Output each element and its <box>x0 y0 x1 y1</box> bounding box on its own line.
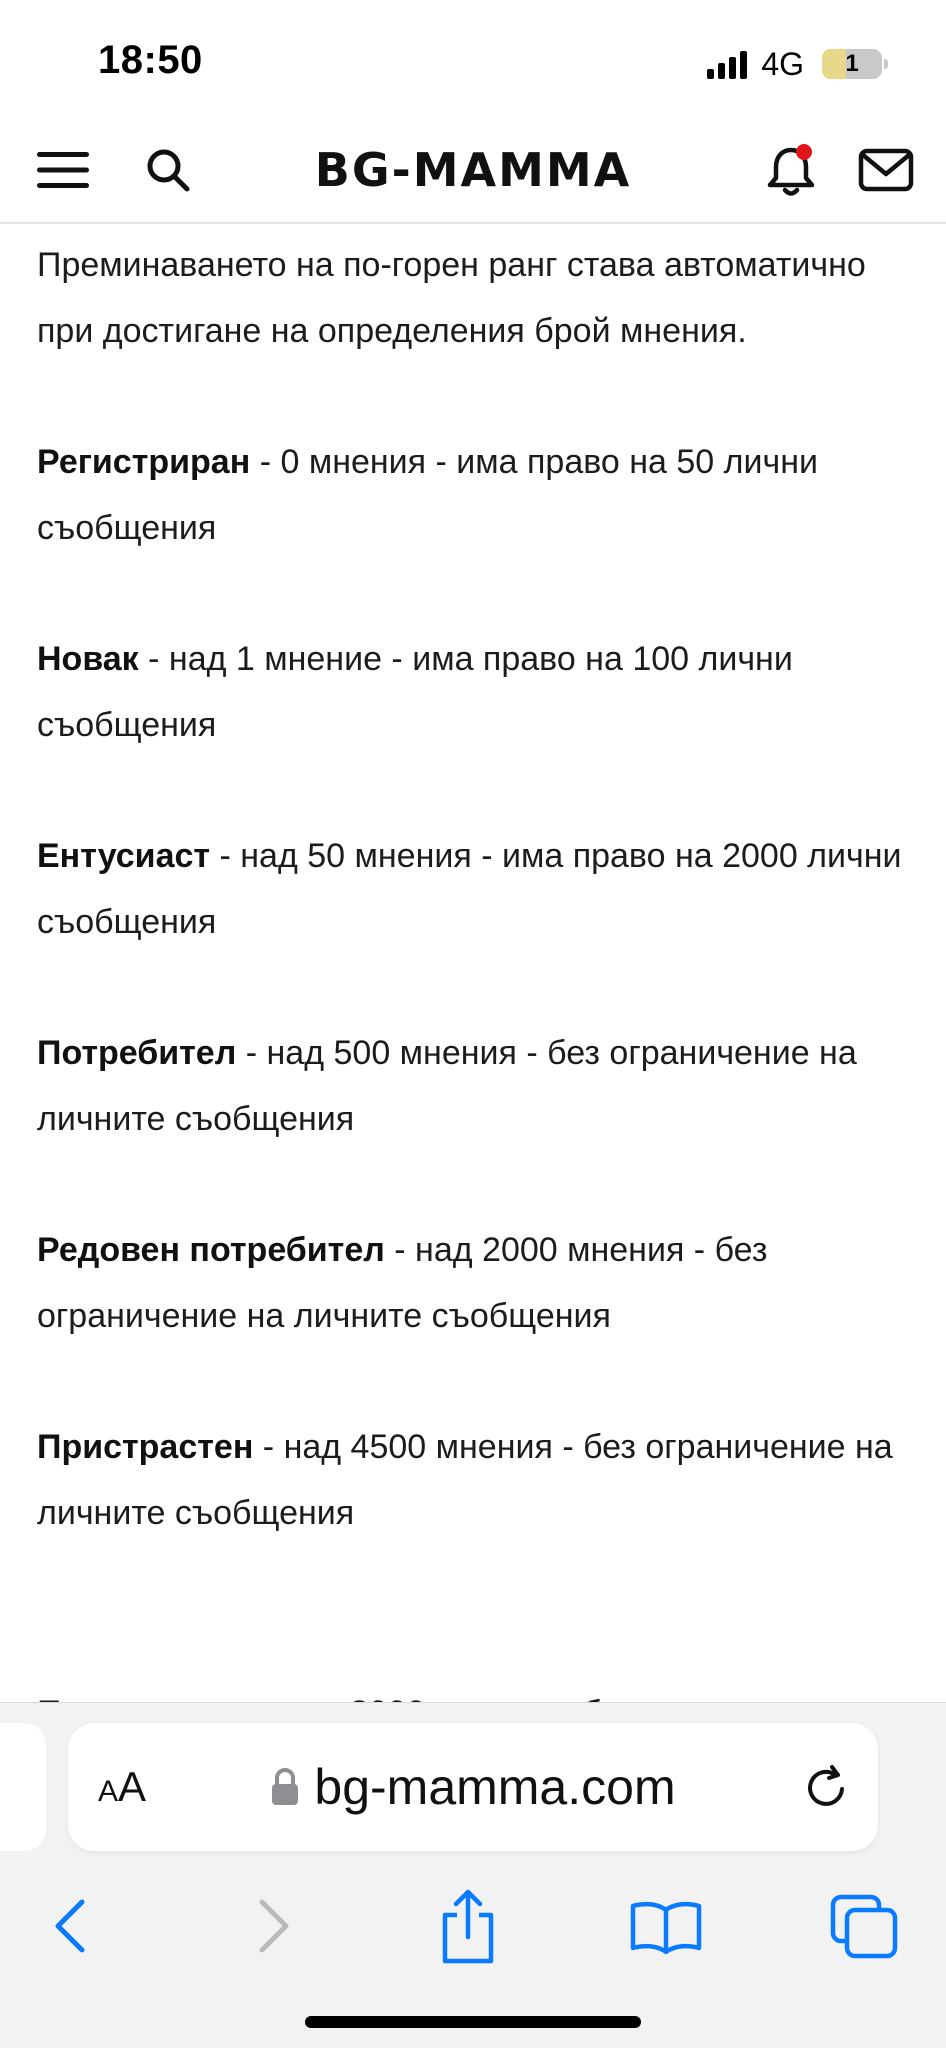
url-display[interactable] <box>68 1723 878 1851</box>
tabs-icon <box>829 1893 899 1959</box>
url-text: bg-mamma.com <box>314 1759 676 1815</box>
status-bar <box>0 0 946 118</box>
site-logo[interactable]: BG-MAMMA <box>314 143 632 197</box>
notifications-button[interactable] <box>760 118 822 222</box>
rank-rules-article <box>37 232 917 1611</box>
bell-icon <box>764 142 818 198</box>
battery-tip <box>884 59 888 69</box>
text-size-big-a: A <box>118 1763 147 1810</box>
rank-name: Ентусиаст <box>37 837 211 875</box>
search-button[interactable] <box>140 118 196 222</box>
rank-paragraph <box>37 1414 917 1546</box>
rank-name: Редовен потребител <box>37 1231 385 1269</box>
intro-paragraph: Преминаването на по-горен ранг става автоматично при достигане на определения брой мнения. <box>37 246 866 350</box>
cellular-signal-icon <box>707 49 747 79</box>
rank-description: - над 50 мнения - има право на 2000 лични съобщения <box>37 837 902 941</box>
mail-icon <box>858 148 914 192</box>
share-icon <box>439 1887 497 1965</box>
share-button[interactable] <box>418 1871 518 1981</box>
status-indicators <box>707 44 882 84</box>
home-indicator[interactable] <box>305 2016 641 2028</box>
battery-label: 1 <box>845 50 859 77</box>
back-icon <box>50 1896 90 1956</box>
rank-paragraph <box>37 1020 917 1152</box>
bottom-toolbar <box>0 1871 946 1981</box>
rank-name: Потребител <box>37 1034 237 1072</box>
reload-icon[interactable] <box>802 1763 850 1811</box>
forward-button[interactable] <box>224 1871 324 1981</box>
rank-paragraph <box>37 429 917 561</box>
menu-button[interactable] <box>34 118 92 222</box>
bookmarks-icon <box>629 1898 703 1954</box>
rank-description: - 0 мнения - има право на 50 лични съобщения <box>37 443 818 547</box>
text-size-small-a: A <box>98 1775 119 1808</box>
bookmarks-button[interactable] <box>616 1871 716 1981</box>
rank-name: Пристрастен <box>37 1428 254 1466</box>
menu-icon <box>37 150 89 190</box>
search-icon <box>145 147 191 193</box>
messages-button[interactable] <box>856 118 916 222</box>
tabs-button[interactable] <box>814 1871 914 1981</box>
status-time: 18:50 <box>98 38 203 82</box>
previous-tab-peek[interactable] <box>0 1723 46 1851</box>
rank-paragraph <box>37 626 917 758</box>
browser-toolbar-area <box>0 1702 946 2048</box>
rank-paragraph <box>37 1217 917 1349</box>
network-type: 4G <box>761 45 804 82</box>
site-header <box>0 118 946 224</box>
rank-name: Регистриран <box>37 443 251 481</box>
forward-icon <box>254 1896 294 1956</box>
address-bar[interactable] <box>68 1723 878 1851</box>
rank-description: - над 4500 мнения - без ограничение на личните съобщения <box>37 1428 893 1532</box>
rank-name: Новак <box>37 640 139 678</box>
back-button[interactable] <box>20 1871 120 1981</box>
rank-description: - над 500 мнения - без ограничение на личните съобщения <box>37 1034 857 1138</box>
battery-icon <box>822 49 882 79</box>
lock-icon <box>270 1767 300 1807</box>
rank-description: - над 2000 мнения - без ограничение на личните съобщения <box>37 1231 768 1335</box>
rank-paragraph <box>37 823 917 955</box>
rank-description: - над 1 мнение - има право на 100 лични съобщения <box>37 640 793 744</box>
notification-dot <box>796 144 812 160</box>
